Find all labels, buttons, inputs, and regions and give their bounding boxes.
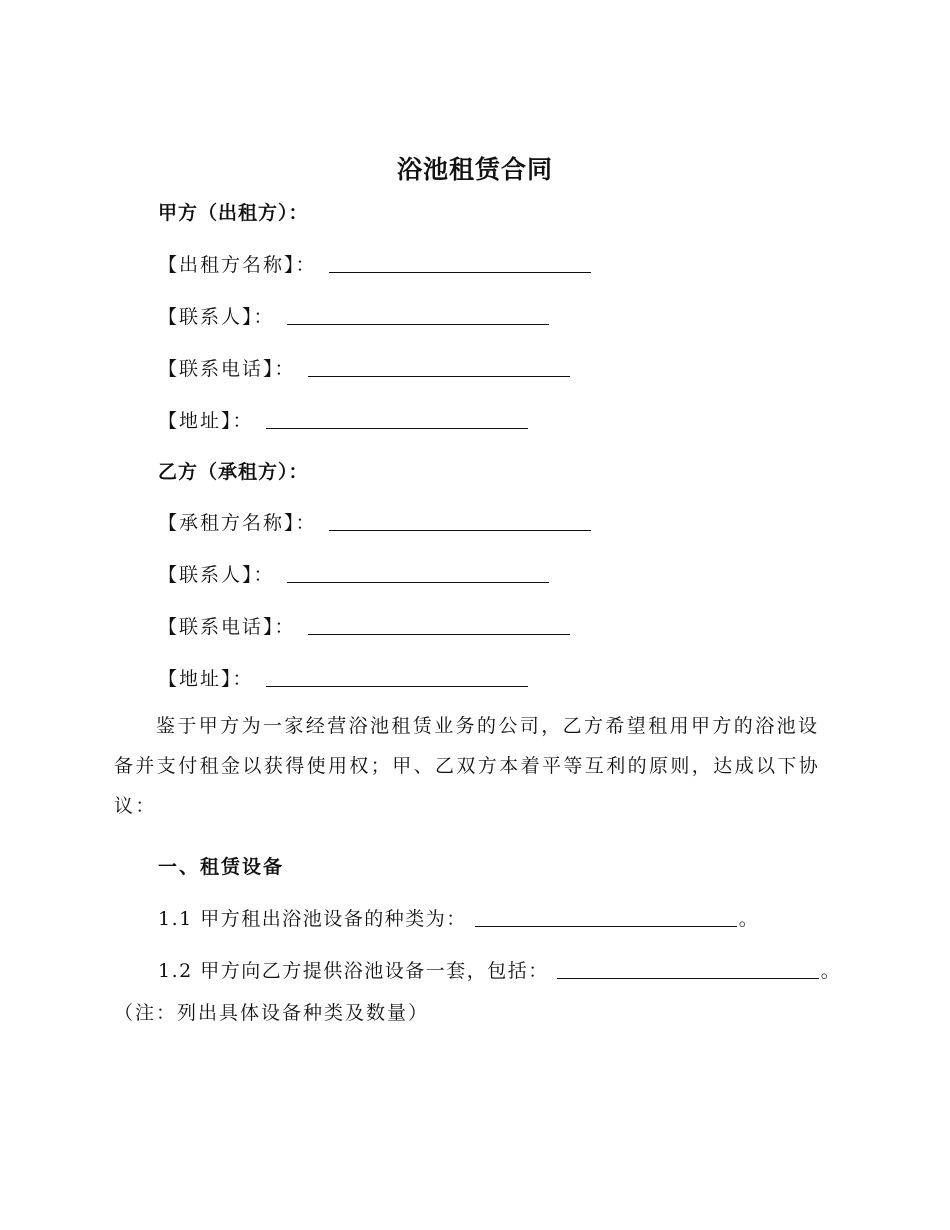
party-b-contact-field	[158, 560, 549, 587]
field-label: 【地址】：	[158, 410, 254, 432]
blank-line	[287, 323, 549, 325]
blank-line	[287, 581, 549, 583]
field-label: 【联系电话】：	[158, 616, 296, 638]
field-label: 【地址】：	[158, 668, 254, 690]
field-label: 【承租方名称】：	[158, 512, 317, 534]
party-a-contact-field	[158, 302, 549, 329]
blank-line	[475, 925, 737, 927]
preamble-paragraph: 鉴于甲方为一家经营浴池租赁业务的公司，乙方希望租用甲方的浴池设备并支付租金以获得使用权；甲、乙双方本着平等互利的原则，达成以下协议：	[114, 715, 821, 817]
clause-end: 。	[820, 960, 842, 982]
field-label: 【出租方名称】：	[158, 254, 317, 276]
party-b-phone-field	[158, 612, 570, 639]
clause-text: 1.1 甲方租出浴池设备的种类为：	[158, 908, 467, 930]
field-label: 【联系人】：	[158, 564, 275, 586]
blank-line	[266, 685, 528, 687]
document-title: 浴池租赁合同	[396, 155, 553, 184]
party-b-name-field	[158, 508, 591, 535]
clause-text: 1.2 甲方向乙方提供浴池设备一套，包括：	[158, 960, 549, 982]
party-a-name-field	[158, 250, 591, 277]
party-b-address-field	[158, 664, 528, 691]
clause-1-2	[158, 956, 841, 983]
blank-line	[329, 529, 591, 531]
clause-1-1	[158, 904, 759, 931]
blank-line	[308, 375, 570, 377]
blank-line	[329, 271, 591, 273]
clause-note: （注：列出具体设备种类及数量）	[114, 1002, 430, 1024]
party-a-address-field	[158, 406, 528, 433]
section-heading: 一、租赁设备	[158, 856, 285, 878]
field-label: 【联系电话】：	[158, 358, 296, 380]
party-a-phone-field	[158, 354, 570, 381]
party-b-heading: 乙方（承租方）：	[158, 461, 309, 483]
field-label: 【联系人】：	[158, 306, 275, 328]
party-a-heading: 甲方（出租方）：	[158, 202, 309, 224]
blank-line	[557, 977, 819, 979]
blank-line	[266, 427, 528, 429]
blank-line	[308, 633, 570, 635]
clause-end: 。	[738, 908, 760, 930]
